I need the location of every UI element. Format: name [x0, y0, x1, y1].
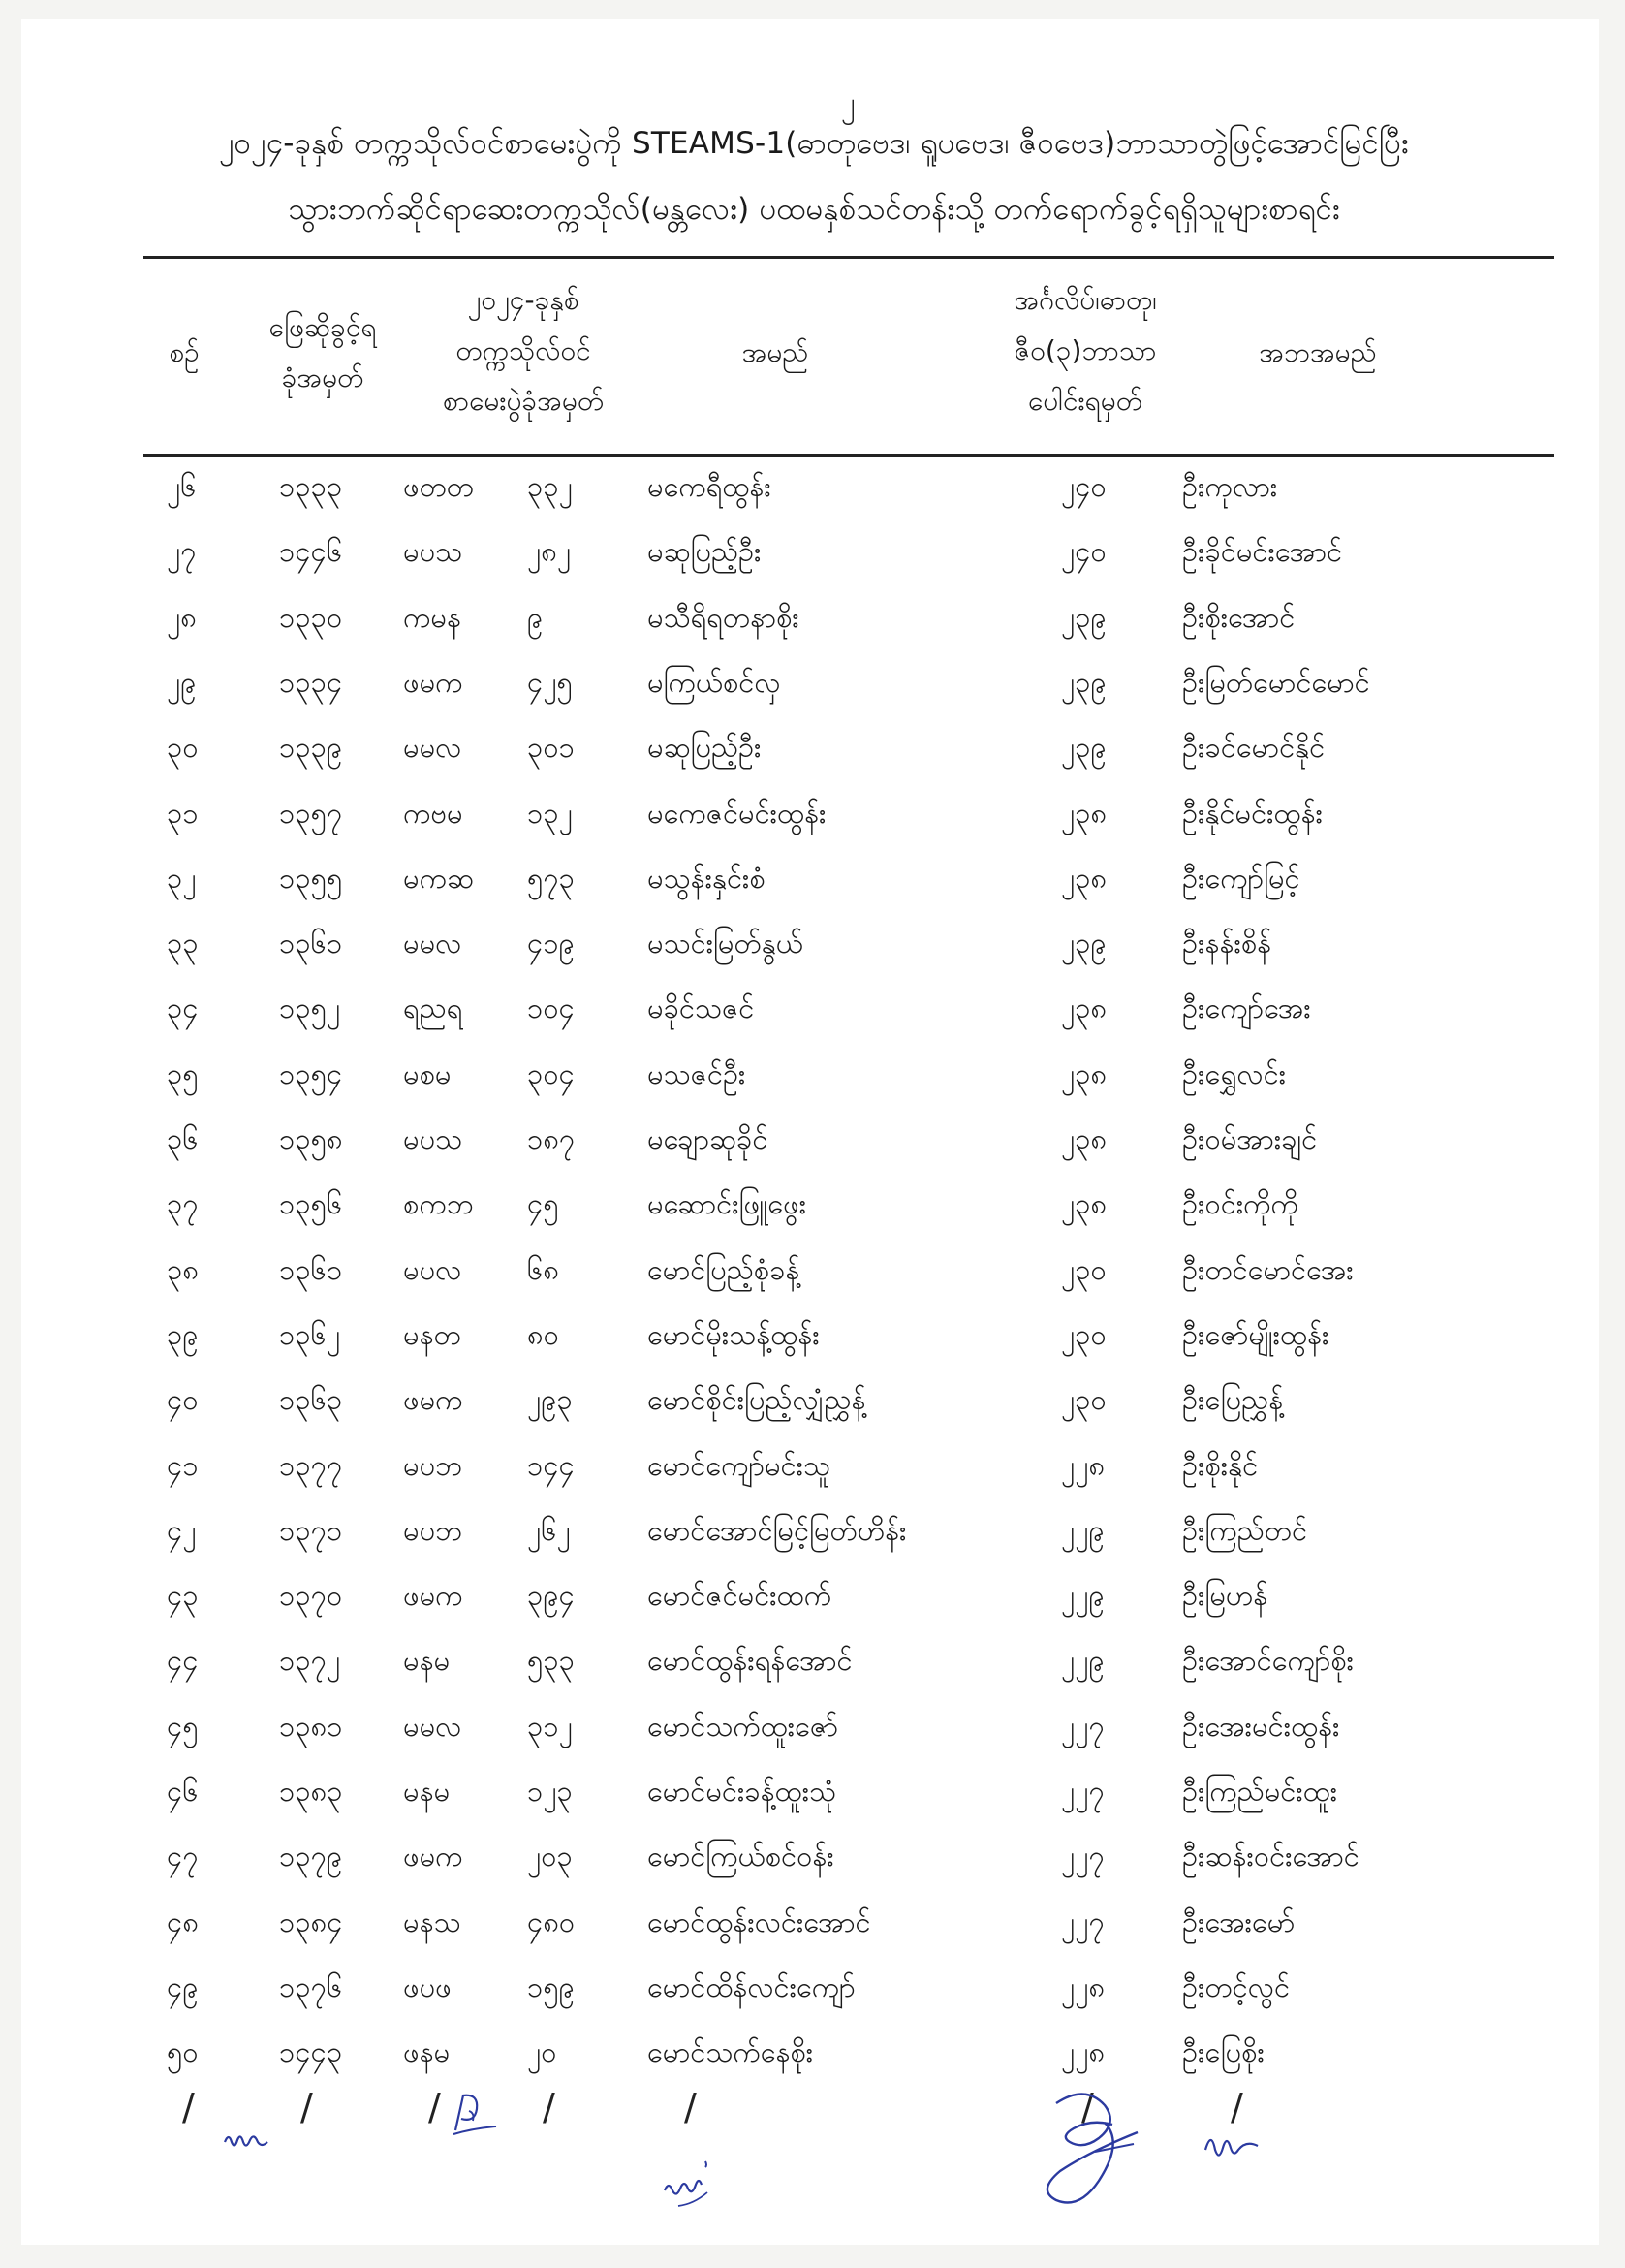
header-exam-line3: စာမေးပွဲခုံအမှတ်: [442, 385, 605, 417]
cell-exam-center: ကဗမ: [403, 796, 463, 830]
cell-roll-no: ၁၃၈၃: [279, 1775, 343, 1808]
header-marks: [969, 275, 1202, 426]
cell-name: မောင်မင်းခန့်ထူးသုံ: [647, 1775, 837, 1808]
cell-exam-center: မပသ: [403, 1122, 463, 1155]
cell-roll-no: ၁၃၇၇: [279, 1448, 343, 1482]
cell-father-name: ဦးဝမ်အားချင်: [1182, 1122, 1318, 1155]
cell-exam-no: ၂၈၂: [527, 535, 572, 569]
table-row: [0, 1448, 1625, 1512]
cell-father-name: ဦးခိုင်မင်းအောင်: [1182, 535, 1343, 569]
cell-name: မောင်ထွန်းလင်းအောင်: [647, 1905, 871, 1938]
cell-name: မောင်ဇင်မင်းထက်: [647, 1579, 832, 1613]
cell-serial-no: ၃၄: [167, 992, 199, 1025]
cell-father-name: ဦးနိုင်မင်းထွန်း: [1182, 796, 1323, 830]
cell-exam-no: ၄၂၅: [527, 665, 573, 699]
cell-roll-no: ၁၄၄၃: [279, 2035, 343, 2069]
cell-exam-no: ၂၀၃: [527, 1840, 573, 1874]
cell-serial-no: ၂၆: [167, 470, 197, 503]
cell-exam-center: မနမ: [403, 1644, 451, 1678]
cell-exam-no: ၈၀: [527, 1317, 559, 1351]
cell-name: မဆုပြည့်ဦး: [647, 731, 762, 765]
cell-name: မကေဇင်မင်းထွန်း: [647, 796, 827, 830]
header-no-text: စဉ်: [169, 336, 200, 368]
cell-father-name: ဦးအေးမင်းထွန်း: [1182, 1709, 1340, 1743]
cell-roll-no: ၁၃၆၁: [279, 927, 343, 961]
cell-serial-no: ၄၉: [167, 1969, 199, 2003]
footer-mark: /: [300, 2086, 313, 2128]
cell-total-marks: ၂၃၈: [1061, 1187, 1108, 1221]
cell-total-marks: ၂၃၉: [1061, 731, 1107, 765]
cell-total-marks: ၂၂၇: [1061, 1840, 1105, 1874]
cell-exam-no: ၁၈၇: [527, 1122, 576, 1155]
title-line-2: သွားဘက်ဆိုင်ရာဆေးတက္ကသိုလ်(မန္တလေး) ပထမနှစ်သင်တန်းသို့ တက်ရောက်ခွင့်ရရှိသူများစာရင်း: [288, 192, 1340, 227]
cell-father-name: ဦးကုလား: [1182, 470, 1278, 503]
cell-serial-no: ၄၇: [167, 1840, 199, 1874]
cell-roll-no: ၁၃၇၁: [279, 1513, 343, 1547]
table-row: [0, 1121, 1625, 1185]
cell-total-marks: ၂၂၇: [1061, 1709, 1105, 1743]
cell-exam-center: မနသ: [403, 1905, 461, 1938]
cell-exam-no: ၁၂၃: [527, 1775, 573, 1808]
cell-exam-no: ၁၅၉: [527, 1969, 575, 2003]
cell-serial-no: ၃၇: [167, 1187, 199, 1221]
cell-serial-no: ၄၁: [167, 1448, 199, 1482]
header-roll-line2: ခုံအမှတ်: [281, 362, 364, 394]
table-row: [0, 796, 1625, 860]
cell-total-marks: ၂၂၉: [1061, 1644, 1105, 1678]
table-row: [0, 1382, 1625, 1446]
cell-father-name: ဦးနန်းစိန်: [1182, 927, 1272, 961]
cell-roll-no: ၁၃၇၂: [279, 1644, 341, 1678]
cell-total-marks: ၂၂၉: [1061, 1513, 1105, 1547]
cell-serial-no: ၃၀: [167, 731, 199, 765]
cell-name: မောင်သက်နေစိုး: [647, 2035, 814, 2069]
cell-roll-no: ၁၃၇၀: [279, 1579, 343, 1613]
cell-roll-no: ၁၃၅၅: [279, 861, 343, 895]
cell-exam-center: မစမ: [403, 1056, 452, 1090]
cell-total-marks: ၂၂၈: [1061, 1448, 1106, 1482]
cell-exam-center: မနမ: [403, 1775, 451, 1808]
table-row: [0, 1643, 1625, 1707]
cell-exam-center: မပဘ: [403, 1448, 463, 1482]
cell-serial-no: ၄၃: [167, 1579, 199, 1613]
cell-name: မောင်ထိန်လင်းကျော်: [647, 1969, 856, 2003]
cell-total-marks: ၂၂၇: [1061, 1775, 1105, 1808]
cell-exam-no: ၃၉၄: [527, 1579, 575, 1613]
cell-exam-center: ဖမက: [403, 1840, 463, 1874]
cell-roll-no: ၁၃၅၆: [279, 1187, 343, 1221]
cell-name: မကြယ်စင်လှ: [647, 665, 781, 699]
cell-serial-no: ၃၅: [167, 1056, 199, 1090]
cell-serial-no: ၂၈: [167, 600, 197, 634]
table-row: [0, 1317, 1625, 1381]
cell-roll-no: ၁၄၄၆: [279, 535, 343, 569]
table-row: [0, 665, 1625, 729]
cell-exam-no: ၅၃၃: [527, 1644, 575, 1678]
header-father: [1221, 328, 1415, 378]
cell-serial-no: ၄၄: [167, 1644, 199, 1678]
cell-serial-no: ၂၇: [167, 535, 197, 569]
cell-father-name: ဦးဆန်းဝင်းအောင်: [1182, 1840, 1359, 1874]
table-row: [0, 1969, 1625, 2033]
signature-main: [1037, 2084, 1163, 2229]
table-row: [0, 1709, 1625, 1773]
cell-name: မသီရိရတနာစိုး: [647, 600, 799, 634]
cell-serial-no: ၃၉: [167, 1317, 199, 1351]
footer-mark: /: [1081, 2086, 1094, 2128]
header-name: [678, 328, 872, 378]
footer-mark: /: [543, 2086, 555, 2128]
cell-total-marks: ၂၃၈: [1061, 992, 1108, 1025]
cell-total-marks: ၂၃၀: [1061, 1383, 1107, 1417]
cell-name: မောင်ကျော်မင်းသူ: [647, 1448, 831, 1482]
cell-roll-no: ၁၃၆၂: [279, 1317, 341, 1351]
cell-total-marks: ၂၄၀: [1061, 535, 1107, 569]
cell-name: မသွန်းနှင်းစံ: [647, 861, 766, 895]
cell-roll-no: ၁၃၃၀: [279, 600, 343, 634]
cell-exam-no: ၃၁၂: [527, 1709, 573, 1743]
cell-exam-center: စကဘ: [403, 1187, 474, 1221]
cell-roll-no: ၁၃၅၂: [279, 992, 341, 1025]
cell-name: မောင်မိုးသန့်ထွန်း: [647, 1317, 820, 1351]
cell-father-name: ဦးတင့်လွင်: [1182, 1969, 1291, 2003]
table-row: [0, 1513, 1625, 1577]
table-row: [0, 1578, 1625, 1642]
cell-serial-no: ၃၃: [167, 927, 199, 961]
cell-father-name: ဦးဝင်းကိုကို: [1182, 1187, 1298, 1221]
cell-total-marks: ၂၃၀: [1061, 1317, 1107, 1351]
table-row: [0, 926, 1625, 990]
cell-total-marks: ၂၃၉: [1061, 665, 1107, 699]
cell-name: မခိုင်သဇင်: [647, 992, 755, 1025]
cell-exam-no: ၉: [527, 600, 544, 634]
cell-exam-center: ဖမက: [403, 665, 463, 699]
cell-roll-no: ၁၃၃၄: [279, 665, 343, 699]
cell-father-name: ဦးမြတ်မောင်မောင်: [1182, 665, 1370, 699]
cell-exam-center: ကမန: [403, 600, 461, 634]
header-exam: [397, 275, 649, 426]
table-row: [0, 1186, 1625, 1250]
signature-initial-4: [1202, 2123, 1269, 2161]
cell-roll-no: ၁၃၈၁: [279, 1709, 343, 1743]
header-marks-line2: ဇီဝ(၃)ဘာသာ: [1014, 334, 1157, 366]
cell-name: မချောဆုခိုင်: [647, 1122, 768, 1155]
table-row: [0, 1252, 1625, 1316]
cell-exam-center: ဖမက: [403, 1383, 463, 1417]
cell-serial-no: ၄၆: [167, 1775, 199, 1808]
table-row: [0, 991, 1625, 1055]
cell-exam-no: ၃၀၄: [527, 1056, 575, 1090]
cell-name: မောင်စိုင်းပြည့်လျှံညွှန့်: [647, 1383, 866, 1417]
cell-exam-no: ၄၈၀: [527, 1905, 576, 1938]
cell-total-marks: ၂၃၈: [1061, 796, 1108, 830]
cell-exam-center: မပသ: [403, 535, 463, 569]
header-name-text: အမည်: [741, 336, 809, 368]
cell-name: မဆောင်းဖြူဖွေး: [647, 1187, 807, 1221]
cell-name: မောင်အောင်မြင့်မြတ်ဟိန်း: [647, 1513, 907, 1547]
cell-total-marks: ၂၃၉: [1061, 600, 1107, 634]
cell-roll-no: ၁၃၆၁: [279, 1252, 343, 1286]
cell-name: မောင်သက်ထူးဇော်: [647, 1709, 839, 1743]
cell-father-name: ဦးတင်မောင်အေး: [1182, 1252, 1354, 1286]
header-exam-line1: ၂၀၂၄-ခုနှစ်: [467, 284, 579, 316]
cell-exam-center: မနတ: [403, 1317, 461, 1351]
table-row: [0, 1839, 1625, 1903]
cell-serial-no: ၃၆: [167, 1122, 199, 1155]
cell-total-marks: ၂၃၈: [1061, 1122, 1108, 1155]
table-row: [0, 469, 1625, 533]
footer-mark: /: [684, 2086, 697, 2128]
cell-exam-no: ၁၃၂: [527, 796, 573, 830]
cell-serial-no: ၅၀: [167, 2035, 199, 2069]
cell-father-name: ဦးစိုးအောင်: [1182, 600, 1296, 634]
cell-father-name: ဦးရွှေလင်း: [1182, 1056, 1287, 1090]
cell-total-marks: ၂၂၇: [1061, 1905, 1105, 1938]
cell-serial-no: ၄၈: [167, 1905, 199, 1938]
cell-roll-no: ၁၃၇၉: [279, 1840, 343, 1874]
cell-father-name: ဦးကျော်မြင့်: [1182, 861, 1300, 895]
signature-initial-2: [446, 2084, 504, 2142]
cell-exam-center: ရညရ: [403, 992, 463, 1025]
table-row: [0, 534, 1625, 598]
cell-exam-center: ဖတတ: [403, 470, 475, 503]
signature-initial-3: [659, 2152, 727, 2214]
header-roll-line1: ဖြေဆိုခွင့်ရ: [268, 311, 377, 343]
cell-exam-center: ဖမက: [403, 1579, 463, 1613]
cell-exam-no: ၃၀၁: [527, 731, 575, 765]
footer-mark: /: [428, 2086, 441, 2128]
header-marks-line3: ပေါင်းရမှတ်: [1028, 385, 1142, 417]
table-row: [0, 730, 1625, 794]
cell-father-name: ဦးပြေစိုး: [1182, 2035, 1265, 2069]
cell-exam-no: ၂၀: [527, 2035, 557, 2069]
cell-exam-no: ၄၅: [527, 1187, 559, 1221]
cell-roll-no: ၁၃၅၄: [279, 1056, 343, 1090]
cell-exam-center: မမလ: [403, 1709, 462, 1743]
cell-exam-no: ၆၈: [527, 1252, 559, 1286]
cell-total-marks: ၂၂၈: [1061, 2035, 1106, 2069]
header-exam-line2: တက္ကသိုလ်ဝင်: [455, 334, 591, 366]
title-line-1: ၂၀၂၄-ခုနှစ် တက္ကသိုလ်ဝင်စာမေးပွဲကို STEAMS-1(ဓာတုဗေဒ၊ ရူပဗေဒ၊ ဇီဝဗေဒ)ဘာသာတွဲဖြင့်အောင်မြင်ပြီး: [219, 126, 1409, 161]
cell-serial-no: ၄၀: [167, 1383, 199, 1417]
cell-roll-no: ၁၃၈၄: [279, 1905, 343, 1938]
header-roll: [240, 302, 405, 403]
cell-exam-center: ဖနမ: [403, 2035, 451, 2069]
header-no: [155, 328, 213, 378]
cell-serial-no: ၃၁: [167, 796, 199, 830]
footer-mark: /: [182, 2086, 195, 2128]
cell-father-name: ဦးပြေညွှန့်: [1182, 1383, 1284, 1417]
table-row: [0, 1774, 1625, 1838]
cell-total-marks: ၂၂၉: [1061, 1579, 1105, 1613]
cell-name: မကေရီထွန်း: [647, 470, 771, 503]
header-father-text: အဘအမည်: [1259, 336, 1377, 368]
cell-exam-no: ၅၇၃: [527, 861, 575, 895]
cell-name: မသင်းမြတ်နွယ်: [647, 927, 803, 961]
cell-total-marks: ၂၃၉: [1061, 927, 1107, 961]
cell-total-marks: ၂၃၈: [1061, 861, 1108, 895]
cell-father-name: ဦးခင်မောင်နိုင်: [1182, 731, 1326, 765]
cell-father-name: ဦးအေးမော်: [1182, 1905, 1296, 1938]
cell-exam-no: ၄၁၉: [527, 927, 575, 961]
footer-mark: /: [1231, 2086, 1243, 2128]
cell-serial-no: ၄၅: [167, 1709, 199, 1743]
page-number: ၂: [841, 86, 856, 120]
cell-total-marks: ၂၄၀: [1061, 470, 1107, 503]
cell-exam-no: ၂၆၂: [527, 1513, 571, 1547]
cell-exam-center: မမလ: [403, 731, 462, 765]
cell-father-name: ဦးမြဟန်: [1182, 1579, 1268, 1613]
cell-father-name: ဦးစိုးနိုင်: [1182, 1448, 1259, 1482]
cell-name: မဆုပြည့်ဦး: [647, 535, 762, 569]
cell-exam-center: မမလ: [403, 927, 462, 961]
cell-exam-no: ၁၀၄: [527, 992, 575, 1025]
cell-total-marks: ၂၃၀: [1061, 1252, 1107, 1286]
cell-exam-no: ၂၉၃: [527, 1383, 573, 1417]
table-row: [0, 1905, 1625, 1969]
cell-father-name: ဦးကျော်အေး: [1182, 992, 1311, 1025]
table-row: [0, 600, 1625, 664]
cell-name: မသဇင်ဦး: [647, 1056, 746, 1090]
cell-exam-center: မပလ: [403, 1252, 462, 1286]
cell-roll-no: ၁၃၅၇: [279, 796, 343, 830]
cell-roll-no: ၁၃၅၈: [279, 1122, 343, 1155]
cell-father-name: ဦးဇော်မျိုးထွန်း: [1182, 1317, 1329, 1351]
cell-roll-no: ၁၃၆၃: [279, 1383, 343, 1417]
cell-exam-no: ၁၄၄: [527, 1448, 575, 1482]
table-header-rule: [143, 454, 1554, 457]
cell-exam-no: ၃၃၂: [527, 470, 573, 503]
cell-exam-center: မကဆ: [403, 861, 474, 895]
table-row: [0, 2034, 1625, 2098]
cell-father-name: ဦးကြည်မင်းထူး: [1182, 1775, 1338, 1808]
table-row: [0, 861, 1625, 925]
cell-name: မောင်ထွန်းရန်အောင်: [647, 1644, 853, 1678]
cell-father-name: ဦးကြည်တင်: [1182, 1513, 1308, 1547]
cell-serial-no: ၃၂: [167, 861, 197, 895]
cell-serial-no: ၃၈: [167, 1252, 199, 1286]
cell-exam-center: ဖပဖ: [403, 1969, 452, 2003]
signature-initial-1: [221, 2123, 279, 2156]
table-row: [0, 1056, 1625, 1120]
cell-serial-no: ၂၉: [167, 665, 197, 699]
cell-name: မောင်ကြယ်စင်ဝန်း: [647, 1840, 834, 1874]
header-marks-line1: အင်္ဂလိပ်၊ဓာတု၊: [1014, 284, 1157, 316]
cell-serial-no: ၄၂: [167, 1513, 197, 1547]
cell-roll-no: ၁၃၇၆: [279, 1969, 343, 2003]
table-top-rule: [143, 256, 1554, 259]
cell-total-marks: ၂၂၈: [1061, 1969, 1106, 2003]
cell-roll-no: ၁၃၃၉: [279, 731, 343, 765]
cell-name: မောင်ပြည့်စုံခန့်: [647, 1252, 800, 1286]
cell-exam-center: မပဘ: [403, 1513, 463, 1547]
cell-roll-no: ၁၃၃၃: [279, 470, 343, 503]
cell-total-marks: ၂၃၈: [1061, 1056, 1108, 1090]
cell-father-name: ဦးအောင်ကျော်စိုး: [1182, 1644, 1355, 1678]
